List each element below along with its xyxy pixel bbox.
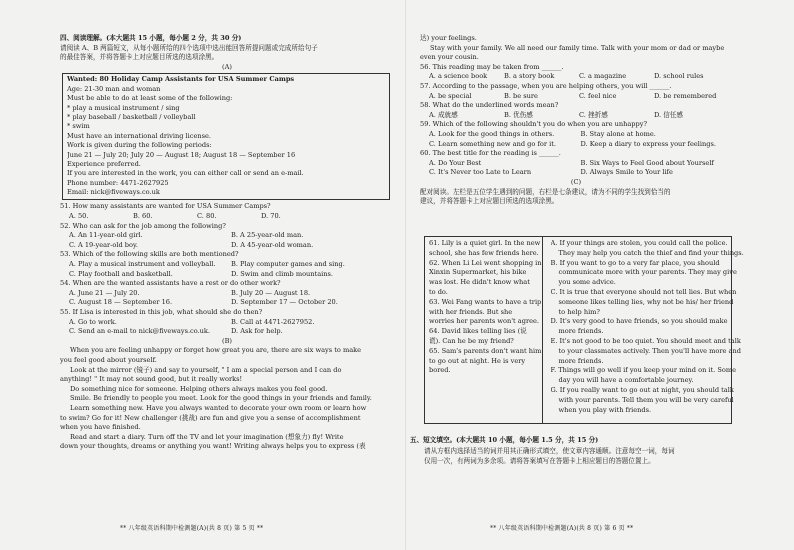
passage-line: to swim? Go for it! New challenger (挑战) are fun and give you a sense of accomplishment bbox=[60, 413, 361, 422]
option: D. Swim and climb mountains. bbox=[231, 269, 333, 278]
option: C. Send an e-mail to nick@fiveways.co.uk. bbox=[69, 327, 211, 336]
option: B. be sure bbox=[504, 91, 538, 100]
option: C. A 19-year-old boy. bbox=[69, 240, 138, 249]
advice-column bbox=[543, 237, 746, 423]
advice-line: when you play with friends. bbox=[558, 405, 652, 414]
advice-line: G. If you really want to go out at night, you should talk bbox=[550, 385, 734, 394]
options-row bbox=[60, 298, 394, 308]
options-row bbox=[420, 140, 732, 150]
advice-line: with your parents. Tell them you will be very careful bbox=[558, 395, 734, 404]
option: C. 80. bbox=[197, 212, 217, 221]
passage-c-intro-line: 配对阅读。左栏是五位学生遇到的问题，右栏是七条建议，请为不同的学生找到恰当的 bbox=[420, 187, 671, 196]
option: A. June 21 — July 20. bbox=[69, 288, 140, 297]
advice-line: D. It's very good to have friends, so you should make bbox=[550, 317, 728, 326]
questions-51-55 bbox=[60, 202, 394, 336]
ad-line: Phone number: 4471-2627925 bbox=[67, 178, 169, 187]
ad-line: Must be able to do at least some of the following: bbox=[67, 94, 233, 103]
problem-line: with her friends. But she bbox=[429, 307, 513, 316]
question-stem: 52. Who can ask for the job among the following? bbox=[60, 221, 226, 230]
option: C. 挫折感 bbox=[579, 110, 608, 119]
options-row bbox=[420, 168, 732, 178]
option: C. August 18 — September 16. bbox=[69, 298, 173, 307]
option: C. a magazine bbox=[579, 72, 627, 81]
advice-line: C. It is true that everyone should not tell lies. But when bbox=[550, 287, 737, 296]
passage-b-text bbox=[60, 346, 394, 452]
advice-line: F. Things will go well if you keep your mind on it. Some bbox=[550, 366, 737, 375]
problem-line: was lost. He didn't know what bbox=[429, 278, 530, 287]
left-page-footer: ** 八年级英语科期中检测题(A)(共 8 页) 第 5 页 ** bbox=[120, 525, 264, 532]
problem-line: 谎). Can he be my friend? bbox=[429, 336, 514, 345]
job-advertisement bbox=[62, 73, 390, 200]
problem-line: to do. bbox=[429, 287, 448, 296]
option: B. July 20 — August 18. bbox=[231, 288, 311, 297]
problem-line: 62. When Li Lei went shopping in bbox=[429, 258, 542, 267]
advice-line: you some advice. bbox=[558, 278, 616, 287]
advice-line: B. If you want to go to a very far place, you should bbox=[550, 258, 720, 267]
section-4-instruction-line: 的最佳答案，并将答题卡上对应题目所选的选项涂黑。 bbox=[60, 53, 219, 62]
option: A. a science book bbox=[429, 72, 488, 81]
options-row bbox=[60, 231, 394, 241]
advice-line: A. If your things are stolen, you could call the police. bbox=[550, 239, 728, 247]
problem-line: 65. Sam's parents don't want him bbox=[429, 346, 542, 355]
option: A. 50. bbox=[69, 212, 89, 221]
ad-body bbox=[67, 85, 385, 198]
question-stem: 58. What do the underlined words mean? bbox=[420, 101, 559, 110]
ad-line: Age: 21-30 man and woman bbox=[67, 84, 161, 93]
problem-line: bored. bbox=[429, 366, 451, 375]
option: B. Stay alone at home. bbox=[580, 129, 656, 138]
option: C. feel nice bbox=[579, 91, 617, 100]
right-page bbox=[420, 34, 732, 207]
passage-b-label: (B) bbox=[222, 336, 232, 345]
options-row bbox=[60, 270, 394, 280]
options-row bbox=[420, 92, 732, 102]
option: A. 成就感 bbox=[429, 110, 458, 119]
option: D. A 45-year-old woman. bbox=[231, 240, 314, 249]
question-stem: 51. How many assistants are wanted for USA Summer Camps? bbox=[60, 202, 271, 211]
section-4-instruction-line: 请阅读 A、B 两篇短文，从每小题所给的四个选项中选出能回答所提问题或完成所给句子 bbox=[60, 43, 318, 52]
matching-table bbox=[424, 236, 744, 424]
option: D. school rules bbox=[654, 72, 704, 81]
option: D. Keep a diary to express your feelings. bbox=[580, 139, 716, 148]
option: D. be remembered bbox=[654, 91, 717, 100]
advice-line: day you will have a comfortable journey. bbox=[558, 376, 694, 385]
option: B. A 25-year-old man. bbox=[231, 231, 304, 240]
ad-line: Must have an international driving license. bbox=[67, 131, 211, 140]
options-row bbox=[420, 159, 732, 169]
problem-line: 63. Wei Fang wants to have a trip bbox=[429, 297, 542, 306]
passage-line: anything! " It may not sound good, but it really works! bbox=[60, 375, 243, 384]
ad-line: * play a musical instrument / sing bbox=[67, 103, 180, 112]
passage-line: even your cousin. bbox=[420, 53, 479, 62]
question-stem: 60. The best title for the reading is ______. bbox=[420, 149, 561, 158]
option: D. September 17 — October 20. bbox=[231, 298, 338, 307]
options-row bbox=[60, 318, 394, 328]
student-problems-column bbox=[425, 237, 543, 423]
option: C. Learn something new and go for it. bbox=[429, 139, 556, 148]
right-page-footer: ** 八年级英语科期中检测题(A)(共 8 页) 第 6 页 ** bbox=[490, 525, 634, 532]
questions-56-60 bbox=[420, 63, 732, 178]
ad-heading: Wanted: 80 Holiday Camp Assistants for USA Summer Camps bbox=[67, 75, 295, 84]
advice-line: to help him? bbox=[558, 307, 600, 316]
passage-line: Learn something new. Have you always wanted to decorate your own room or learn how bbox=[70, 403, 367, 412]
option: B. Call at 4471-2627952. bbox=[231, 317, 315, 326]
problem-line: school, she has few friends here. bbox=[429, 248, 539, 257]
section-5-intro-line: 请从方框内选择适当的词并用其正确形式填空，使文章内容通顺。注意每空一词，每词 bbox=[424, 447, 675, 455]
option: C. It's Never too Late to Learn bbox=[429, 168, 532, 177]
passage-c-label: (C) bbox=[570, 177, 582, 186]
ad-line: Experience preferred. bbox=[67, 159, 141, 168]
option: D. Ask for help. bbox=[231, 327, 283, 336]
page-fold bbox=[405, 0, 406, 550]
problem-line: 61. Lily is a quiet girl. In the new bbox=[429, 239, 541, 247]
passage-line: Stay with your family. We all need our family time. Talk with your mom or dad or maybe bbox=[430, 43, 725, 52]
advice-line: communicate more with your parents. They may give bbox=[558, 268, 737, 277]
passage-line: Smile. Be friendly to people you meet. Look for the good things in your friends and family. bbox=[70, 394, 372, 403]
advice-line: more friends. bbox=[558, 356, 604, 365]
question-stem: 57. According to the passage, when you are helping others, you will ______. bbox=[420, 81, 672, 90]
option: C. Play football and basketball. bbox=[69, 269, 173, 278]
passage-line: Read and start a diary. Turn off the TV and let your imagination (想象力) fly! Write bbox=[70, 432, 344, 441]
passage-line: you feel good about yourself. bbox=[60, 355, 157, 364]
options-row bbox=[60, 260, 394, 270]
ad-line: Email: nick@fiveways.co.uk bbox=[67, 188, 160, 197]
passage-b-continuation bbox=[420, 34, 732, 63]
option: B. a story book bbox=[504, 72, 555, 81]
option: B. Play computer games and sing. bbox=[231, 260, 345, 269]
passage-a-label: (A) bbox=[222, 62, 232, 71]
options-row bbox=[420, 130, 732, 140]
ad-line: If you are interested in the work, you can either call or send an e-mail. bbox=[67, 169, 304, 178]
option: D. 信任感 bbox=[654, 110, 684, 119]
advice-line: more friends. bbox=[558, 327, 604, 336]
options-row bbox=[60, 241, 394, 251]
option: A. Play a musical instrument and volleyball. bbox=[69, 260, 216, 269]
problem-line: to go out at night. He is very bbox=[429, 356, 526, 365]
options-row bbox=[60, 327, 394, 337]
option: B. Six Ways to Feel Good about Yourself bbox=[580, 158, 714, 167]
passage-line: down your thoughts, dreams or anything you want! Writing always helps you to express (表 bbox=[60, 442, 366, 451]
options-row bbox=[420, 72, 732, 82]
question-stem: 56. This reading may be taken from ______. bbox=[420, 62, 564, 71]
option: B. 60. bbox=[133, 212, 153, 221]
problem-line: Xinxin Supermarket, his bike bbox=[429, 268, 527, 277]
section-5-title: 五、短文填空。(本大题共 10 小题，每小题 1.5 分，共 15 分) bbox=[410, 436, 599, 444]
passage-line: 达) your feelings. bbox=[420, 34, 477, 42]
question-stem: 59. Which of the following shouldn't you do when you are unhappy? bbox=[420, 120, 647, 129]
option: A. An 11-year-old girl. bbox=[69, 231, 143, 240]
options-row bbox=[420, 111, 732, 121]
passage-line: when you have finished. bbox=[60, 423, 141, 432]
section-5-intro-line: 仅用一次，有两词为多余项。请将答案填写在答题卡上相应题目的答题位置上。 bbox=[424, 457, 655, 465]
passage-line: Do something nice for someone. Helping others always makes you feel good. bbox=[70, 384, 328, 393]
ad-line: June 21 — July 20; July 20 — August 18; August 18 — September 16 bbox=[67, 150, 296, 159]
question-stem: 53. Which of the following skills are both mentioned? bbox=[60, 250, 239, 259]
ad-line: Work is given during the following periods: bbox=[67, 141, 212, 150]
passage-line: When you are feeling unhappy or forget how great you are, there are six ways to make bbox=[70, 346, 362, 355]
options-row bbox=[60, 289, 394, 299]
option: D. 70. bbox=[261, 212, 281, 221]
passage-line: Look at the mirror (镜子) and say to yourself, " I am a special person and I can do bbox=[70, 365, 342, 374]
advice-line: E. It's not good to be too quiet. You should meet and talk bbox=[550, 336, 741, 345]
question-stem: 54. When are the wanted assistants have a rest or do other work? bbox=[60, 279, 281, 288]
problem-line: 64. David likes telling lies (说 bbox=[429, 327, 527, 336]
advice-line: someone likes telling lies, why not be his/ her friend bbox=[558, 297, 734, 306]
ad-line: * swim bbox=[67, 122, 90, 131]
ad-line: * play baseball / basketball / volleyball bbox=[67, 112, 196, 121]
option: A. Do Your Best bbox=[429, 158, 482, 167]
options-row bbox=[60, 212, 394, 222]
advice-line: to your classmates actively. Then you'll have more and bbox=[558, 346, 741, 355]
passage-c-intro-line: 建议，并将答题卡上对应题目所选的选项涂黑。 bbox=[420, 197, 559, 206]
question-stem: 55. If Lisa is interested in this job, what should she do then? bbox=[60, 307, 263, 316]
option: A. Look for the good things in others. bbox=[429, 129, 555, 138]
left-page bbox=[60, 34, 394, 452]
option: D. Always Smile to Your life bbox=[580, 168, 673, 177]
option: B. 优伤感 bbox=[504, 110, 533, 119]
option: A. be special bbox=[429, 91, 472, 100]
section-4-title: 四、阅读理解。(本大题共 15 小题，每小题 2 分，共 30 分) bbox=[60, 34, 242, 42]
option: A. Go to work. bbox=[69, 317, 117, 326]
problem-line: worries her parents won't agree. bbox=[429, 317, 540, 326]
advice-line: They may help you catch the thief and find your things. bbox=[558, 248, 744, 257]
